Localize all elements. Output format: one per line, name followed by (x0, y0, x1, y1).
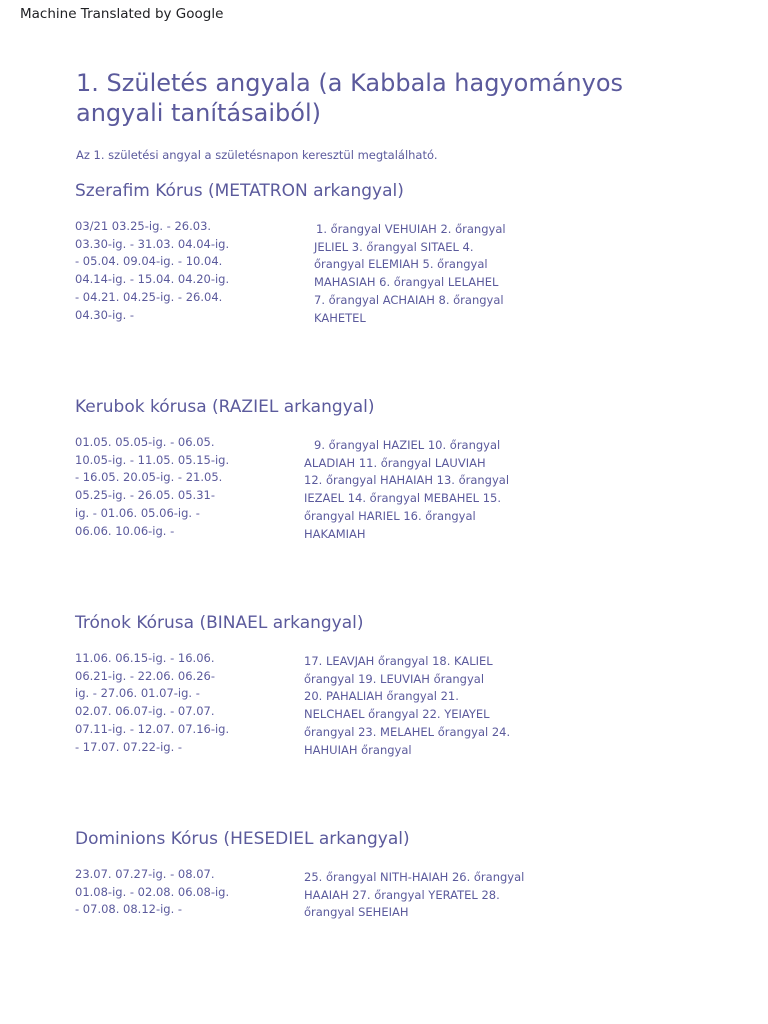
angel-line: ALADIAH 11. őrangyal LAUVIAH (304, 455, 486, 470)
date-ranges-dominions (75, 866, 229, 919)
section-heading-dominions: Dominions Kórus (HESEDIEL arkangyal) (75, 829, 410, 849)
machine-translation-banner: Machine Translated by Google (20, 6, 224, 22)
angel-line: 25. őrangyal NITH-HAIAH 26. őrangyal (304, 870, 525, 884)
date-line: 06.21-ig. - 22.06. 06.26- (75, 668, 215, 683)
date-line: 03/21 03.25-ig. - 26.03. (75, 219, 212, 233)
date-line: 04.14-ig. - 15.04. 04.20-ig. (75, 272, 230, 287)
date-line: 23.07. 07.27-ig. - 08.07. (75, 867, 215, 881)
angel-line: 20. PAHALIAH őrangyal 21. (304, 689, 459, 704)
section-heading-cherubim: Kerubok kórusa (RAZIEL arkangyal) (75, 397, 375, 417)
angel-line: 12. őrangyal HAHAIAH 13. őrangyal (304, 473, 510, 488)
angel-list-seraphim (314, 221, 506, 327)
angel-line: MAHASIAH 6. őrangyal LELAHEL (314, 275, 499, 290)
date-ranges-cherubim (75, 434, 229, 540)
angel-line: IEZAEL 14. őrangyal MEBAHEL 15. (304, 491, 501, 506)
date-line: - 07.08. 08.12-ig. - (75, 902, 183, 917)
intro-text: Az 1. születési angyal a születésnapon keresztül megtalálható. (76, 148, 438, 162)
date-line: - 16.05. 20.05-ig. - 21.05. (75, 470, 223, 485)
angel-line: 7. őrangyal ACHAIAH 8. őrangyal (314, 292, 504, 307)
section-heading-seraphim: Szerafim Kórus (METATRON arkangyal) (75, 181, 404, 201)
angel-line: HAAIAH 27. őrangyal YERATEL 28. (304, 887, 500, 902)
angel-line: őrangyal 23. MELAHEL őrangyal 24. (304, 724, 511, 739)
angel-line: HAHUIAH őrangyal (304, 742, 412, 757)
date-line: ig. - 27.06. 01.07-ig. - (75, 686, 200, 701)
date-line: 05.25-ig. - 26.05. 05.31- (75, 488, 215, 503)
angel-line: KAHETEL (314, 310, 366, 325)
angel-list-dominions (304, 869, 524, 922)
angel-line: JELIEL 3. őrangyal SITAEL 4. (314, 239, 474, 254)
angel-line: őrangyal 19. LEUVIAH őrangyal (304, 671, 485, 686)
date-line: 07.11-ig. - 12.07. 07.16-ig. (75, 721, 230, 736)
date-ranges-seraphim (75, 218, 229, 324)
date-line: 01.05. 05.05-ig. - 06.05. (75, 435, 215, 449)
date-line: - 17.07. 07.22-ig. - (75, 739, 183, 754)
date-line: 11.06. 06.15-ig. - 16.06. (75, 651, 215, 665)
angel-list-thrones (304, 653, 510, 759)
date-line: - 04.21. 04.25-ig. - 26.04. (75, 289, 223, 304)
date-line: - 05.04. 09.04-ig. - 10.04. (75, 254, 223, 269)
angel-line: HAKAMIAH (304, 526, 366, 541)
date-line: 06.06. 10.06-ig. - (75, 523, 175, 538)
angel-line: 1. őrangyal VEHUIAH 2. őrangyal (316, 222, 506, 236)
angel-line: őrangyal HARIEL 16. őrangyal (304, 508, 476, 523)
angel-list-cherubim (304, 437, 509, 543)
date-line: 04.30-ig. - (75, 307, 135, 322)
date-line: 02.07. 06.07-ig. - 07.07. (75, 704, 215, 719)
date-line: 10.05-ig. - 11.05. 05.15-ig. (75, 452, 230, 467)
date-line: 03.30-ig. - 31.03. 04.04-ig. (75, 236, 230, 251)
angel-line: 9. őrangyal HAZIEL 10. őrangyal (314, 438, 501, 452)
angel-line: őrangyal SEHEIAH (304, 905, 409, 920)
date-line: ig. - 01.06. 05.06-ig. - (75, 505, 200, 520)
angel-line: NELCHAEL őrangyal 22. YEIAYEL (304, 707, 490, 722)
date-ranges-thrones (75, 650, 229, 756)
page-title: 1. Születés angyala (a Kabbala hagyományos angyali tanításaiból) (76, 69, 624, 127)
angel-line: őrangyal ELEMIAH 5. őrangyal (314, 257, 488, 272)
angel-line: 17. LEAVJAH őrangyal 18. KALIEL (304, 654, 493, 668)
section-heading-thrones: Trónok Kórusa (BINAEL arkangyal) (75, 613, 364, 633)
date-line: 01.08-ig. - 02.08. 06.08-ig. (75, 884, 230, 899)
